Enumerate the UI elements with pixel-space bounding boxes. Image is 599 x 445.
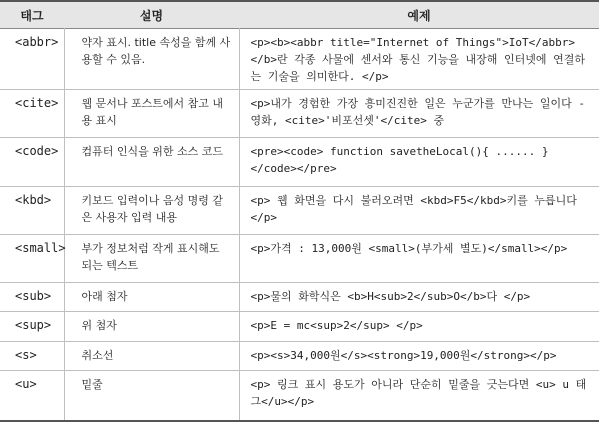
description-cell: 약자 표시. title 속성을 함께 사용할 수 있음.	[64, 29, 239, 90]
table-row	[0, 342, 599, 371]
tag-cell: <kbd>	[0, 187, 64, 235]
tag-cell: <code>	[0, 138, 64, 187]
example-cell: <p> 웹 화면을 다시 불러오려면 <kbd>F5</kbd>키를 누릅니다</p>	[239, 187, 599, 235]
header-row	[0, 1, 599, 29]
table-row	[0, 138, 599, 187]
tag-cell: <s>	[0, 342, 64, 371]
tag-cell: <abbr>	[0, 29, 64, 90]
table-row	[0, 371, 599, 421]
table-row	[0, 283, 599, 312]
example-cell: <p>가격 : 13,000원 <small>(부가세 별도)</small></p>	[239, 235, 599, 283]
description-cell: 키보드 입력이나 음성 명령 같은 사용자 입력 내용	[64, 187, 239, 235]
description-cell: 아래 첨자	[64, 283, 239, 312]
description-cell: 컴퓨터 인식을 위한 소스 코드	[64, 138, 239, 187]
tag-cell: <sub>	[0, 283, 64, 312]
example-cell: <p> 링크 표시 용도가 아니라 단순히 밑줄을 긋는다면 <u> u 태그</u></p>	[239, 371, 599, 421]
example-cell: <p><b><abbr title="Internet of Things">IoT</abbr></b>란 각종 사물에 센서와 통신 기능을 내장해 인터넷에 연결하는 기술을 의미한다. </p>	[239, 29, 599, 90]
description-cell: 웹 문서나 포스트에서 참고 내용 표시	[64, 90, 239, 138]
table-row	[0, 90, 599, 138]
header-example: 예제	[239, 1, 599, 29]
header-description: 설명	[64, 1, 239, 29]
example-cell: <p><s>34,000원</s><strong>19,000원</strong></p>	[239, 342, 599, 371]
description-cell: 밑줄	[64, 371, 239, 421]
table-row	[0, 29, 599, 90]
example-cell: <p>E = mc<sup>2</sup> </p>	[239, 312, 599, 342]
header-tag: 태그	[0, 1, 64, 29]
description-cell: 부가 정보처럼 작게 표시해도 되는 텍스트	[64, 235, 239, 283]
table-row	[0, 235, 599, 283]
example-cell: <p>내가 경험한 가장 흥미진진한 일은 누군가를 만나는 일이다 - 영화, <cite>'비포선셋'</cite> 중	[239, 90, 599, 138]
table-row	[0, 187, 599, 235]
table-row	[0, 312, 599, 342]
example-cell: <pre><code> function savetheLocal(){ ...... } </code></pre>	[239, 138, 599, 187]
tag-cell: <sup>	[0, 312, 64, 342]
tag-cell: <u>	[0, 371, 64, 421]
tag-cell: <small>	[0, 235, 64, 283]
description-cell: 위 첨자	[64, 312, 239, 342]
example-cell: <p>물의 화학식은 <b>H<sub>2</sub>O</b>다 </p>	[239, 283, 599, 312]
tag-cell: <cite>	[0, 90, 64, 138]
description-cell: 취소선	[64, 342, 239, 371]
